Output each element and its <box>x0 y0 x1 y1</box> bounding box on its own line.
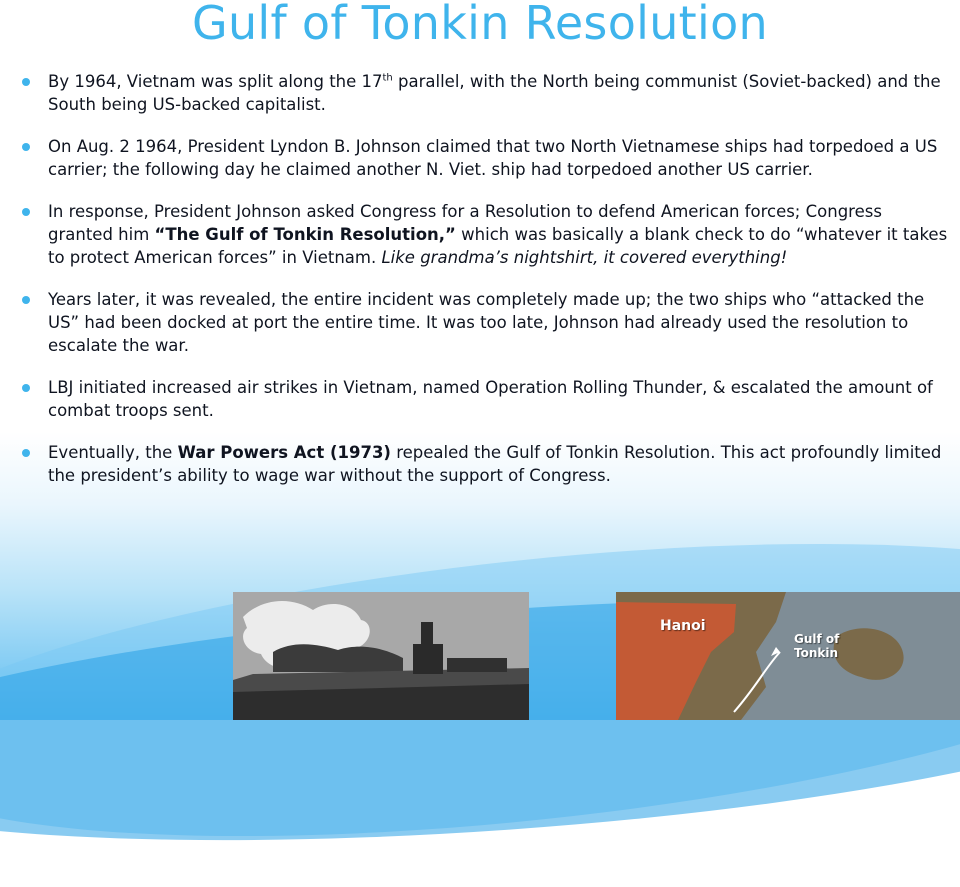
superscript-text: th <box>382 72 393 84</box>
bullet-item <box>22 135 952 181</box>
bullet-text: On Aug. 2 1964, President Lyndon B. Johnson claimed that two North Vietnamese ships had torpedoed a US carrier; the following day he claimed another N. Viet. ship had torpedoed another US carrier. <box>48 137 938 179</box>
bullet-text: repealed the Gulf of Tonkin Resolution. This act profoundly limited the president’s ability to wage war without the support of Congress. <box>48 443 942 485</box>
bullet-dot-icon <box>22 449 30 457</box>
slide-title: Gulf of Tonkin Resolution <box>192 0 768 50</box>
bullet-list <box>22 70 952 506</box>
map-label-gulf-line1: Gulf of <box>794 632 840 646</box>
resolution-name-bold: “The Gulf of Tonkin Resolution,” <box>154 225 456 244</box>
bullet-text: Years later, it was revealed, the entire incident was completely made up; the two ships who “attacked the US” had been docked at port the entire time. It was too late, Johnson had already used the resolution to escalate the war. <box>48 290 925 355</box>
bullet-dot-icon <box>22 208 30 216</box>
bullet-item <box>22 376 952 422</box>
map-label-hanoi: Hanoi <box>660 618 706 634</box>
bullet-item <box>22 200 952 269</box>
map-graphic-icon <box>616 592 960 720</box>
map-label-gulf-line2: Tonkin <box>794 646 839 660</box>
bullet-text: which was basically a blank check to do “whatever it takes to protect American forces” in Vietnam. <box>48 225 948 267</box>
bullet-item <box>22 288 952 357</box>
bullet-dot-icon <box>22 384 30 392</box>
bullet-dot-icon <box>22 143 30 151</box>
bullet-text: In response, President Johnson asked Congress for a Resolution to defend American forces; Congress granted him <box>48 202 882 244</box>
bullet-text: parallel, with the North being communist (Soviet-backed) and the South being US-backed capitalist. <box>48 72 941 114</box>
bullet-dot-icon <box>22 78 30 86</box>
battleship-photo <box>233 592 529 720</box>
bullet-text: Eventually, the <box>48 443 178 462</box>
italic-quip: Like grandma’s nightshirt, it covered everything! <box>381 248 788 267</box>
map-label-gulf <box>794 632 839 660</box>
gulf-of-tonkin-map <box>616 592 960 720</box>
act-name-bold: War Powers Act (1973) <box>177 443 391 462</box>
bullet-dot-icon <box>22 296 30 304</box>
battleship-photo-icon <box>233 592 529 720</box>
bullet-item <box>22 70 952 116</box>
bullet-text: By 1964, Vietnam was split along the 17 <box>48 72 383 91</box>
bullet-text: LBJ initiated increased air strikes in Vietnam, named Operation Rolling Thunder, & escalated the amount of combat troops sent. <box>48 378 933 420</box>
bullet-item <box>22 441 952 487</box>
